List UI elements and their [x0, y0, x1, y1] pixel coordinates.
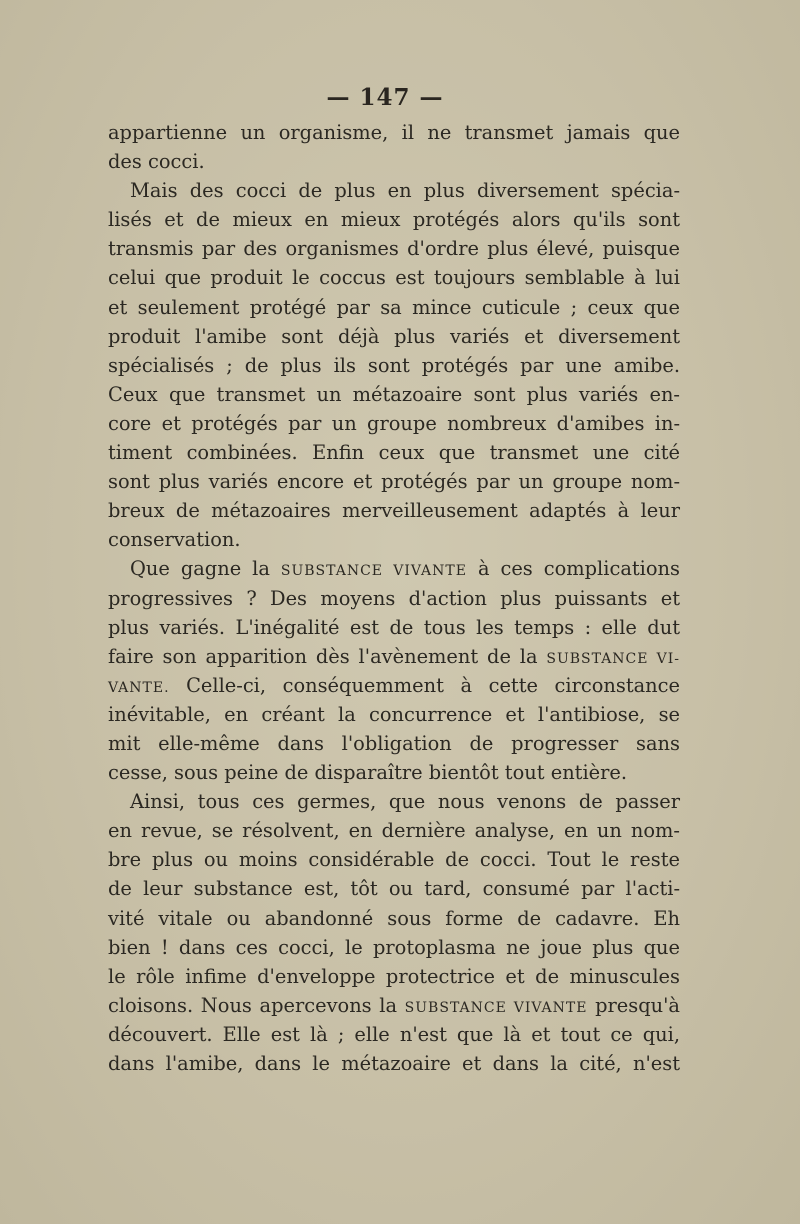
text-line [108, 671, 680, 700]
text-run: core et protégés par un groupe nombreux d'amibes in- [108, 411, 680, 435]
text-line [108, 409, 680, 438]
text-run: Que gagne la [130, 557, 281, 581]
text-run: dans l'amibe, dans le métazoaire et dans la cité, n'est [108, 1052, 680, 1075]
text-line [108, 1020, 680, 1049]
text-run: en revue, se résolvent, en dernière analyse, en un nom- [108, 819, 680, 843]
text-line [108, 700, 680, 729]
text-line [108, 584, 680, 613]
text-run: transmis par des organismes d'ordre plus élevé, puisque [108, 237, 680, 261]
text-line [108, 118, 680, 147]
text-run: cloisons. Nous apercevons la [108, 993, 405, 1017]
text-run: progressives ? Des moyens d'action plus puissants et [108, 586, 680, 610]
small-caps-term: VANTE. [108, 679, 170, 696]
text-run: faire son apparition dès l'avènement de la [108, 644, 547, 668]
text-line [108, 293, 680, 322]
text-line [108, 467, 680, 496]
text-run: breux de métazoaires merveilleusement adaptés à leur [108, 499, 680, 523]
text-line [108, 787, 680, 816]
text-line [108, 904, 680, 933]
text-line [108, 496, 680, 525]
text-run: appartienne un organisme, il ne transmet jamais que [108, 121, 680, 144]
text-line [108, 554, 680, 583]
text-run: timent combinées. Enfin ceux que transmet une cité [108, 441, 680, 465]
text-line [108, 438, 680, 467]
text-line [108, 351, 680, 380]
small-caps-term: SUBSTANCE VIVANTE [404, 999, 588, 1016]
text-run: découvert. Elle est là ; elle n'est que là et tout ce qui, [108, 1022, 680, 1046]
text-run: bre plus ou moins considérable de cocci. Tout le reste [108, 848, 680, 872]
text-run: Celle-ci, conséquemment à cette circonstance [169, 673, 680, 697]
text-line [108, 525, 680, 554]
small-caps-term: SUBSTANCE VI- [546, 650, 680, 667]
text-line [108, 933, 680, 962]
small-caps-term: SUBSTANCE VIVANTE [280, 563, 467, 580]
body-text [108, 118, 680, 1078]
text-run: cesse, sous peine de disparaître bientôt tout entière. [108, 761, 628, 785]
text-run: spécialisés ; de plus ils sont protégés par une amibe. [108, 353, 680, 377]
text-run: des cocci. [108, 150, 205, 174]
text-run: et seulement protégé par sa mince cuticule ; ceux que [108, 295, 680, 319]
text-run: bien ! dans ces cocci, le protoplasma ne joue plus que [108, 935, 680, 959]
text-line [108, 176, 680, 205]
text-run: inévitable, en créant la concurrence et l'antibiose, se [108, 702, 680, 726]
text-line [108, 991, 680, 1020]
text-line [108, 816, 680, 845]
text-line [108, 729, 680, 758]
text-run: Ceux que transmet un métazoaire sont plus variés en- [108, 382, 680, 406]
text-run: produit l'amibe sont déjà plus variés et diversement [108, 324, 680, 348]
text-run: plus variés. L'inégalité est de tous les temps : elle dut [108, 615, 680, 639]
text-run: mit elle-même dans l'obligation de progresser sans [108, 731, 680, 755]
text-line [108, 613, 680, 642]
text-line [108, 322, 680, 351]
text-line [108, 874, 680, 903]
text-run: lisés et de mieux en mieux protégés alors qu'ils sont [108, 208, 680, 232]
text-run: vité vitale ou abandonné sous forme de cadavre. Eh [108, 906, 680, 930]
text-run: conservation. [108, 528, 241, 552]
text-run: Mais des cocci de plus en plus diversement spécia- [130, 179, 680, 203]
text-run: celui que produit le coccus est toujours semblable à lui [108, 266, 680, 290]
text-line [108, 205, 680, 234]
text-line [108, 1049, 680, 1078]
text-run: presqu'à [587, 993, 680, 1017]
text-line [108, 962, 680, 991]
text-run: le rôle infime d'enveloppe protectrice et de minuscules [108, 964, 680, 988]
text-run: de leur substance est, tôt ou tard, consumé par l'acti- [108, 877, 680, 901]
text-run: Ainsi, tous ces germes, que nous venons de passer [130, 790, 680, 814]
text-line [108, 147, 680, 176]
text-line [108, 845, 680, 874]
page-number: — 147 — [326, 84, 444, 111]
text-line [108, 263, 680, 292]
text-line [108, 380, 680, 409]
text-run: sont plus variés encore et protégés par un groupe nom- [108, 470, 680, 494]
text-line [108, 758, 680, 787]
text-line [108, 642, 680, 671]
text-run: à ces complications [466, 557, 680, 581]
text-line [108, 234, 680, 263]
